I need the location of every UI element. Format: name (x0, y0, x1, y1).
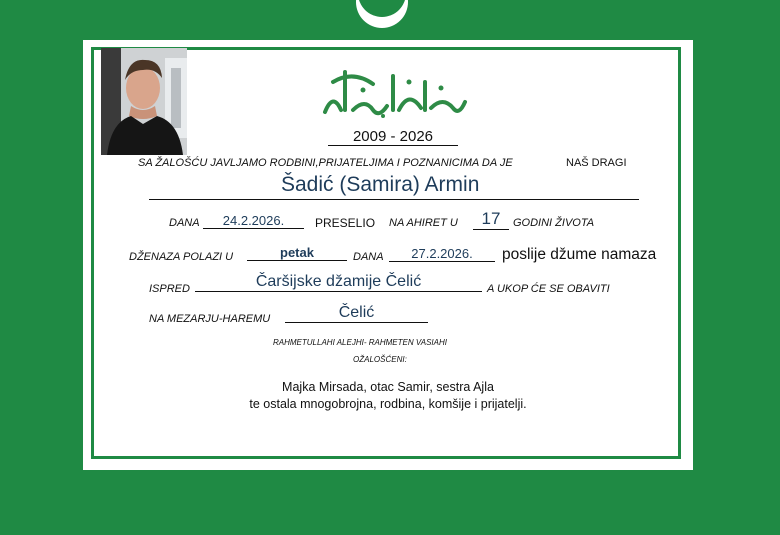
preselio-text: PRESELIO (315, 216, 376, 230)
nas-dragi-text: NAŠ DRAGI (566, 157, 627, 169)
funeral-date: 27.2.2026. (389, 246, 495, 262)
crescent-star-icon (352, 0, 412, 32)
deceased-photo (101, 48, 187, 155)
funeral-day: petak (247, 245, 347, 261)
rahmet-text: RAHMETULLAHI ALEJHI- RAHMETEN VASIAHI (273, 338, 447, 347)
polazi-label: DŽENAZA POLAZI U (129, 251, 234, 263)
ispred-label: ISPRED (149, 283, 190, 295)
godini-label: GODINI ŽIVOTA (513, 217, 595, 229)
intro-text: SA ŽALOŠĆU JAVLJAMO RODBINI,PRIJATELJIMA I POZNANICIMA DA JE (138, 157, 513, 169)
obituary-card (83, 40, 693, 470)
mosque-name: Čaršijske džamije Čelić (195, 273, 482, 292)
funeral-time-text: poslije džume namaza (502, 246, 657, 263)
funeral-dana-label: DANA (353, 251, 384, 263)
ahiret-label: NA AHIRET U (389, 217, 458, 229)
dana-label: DANA (169, 217, 200, 229)
life-years: 2009 - 2026 (328, 128, 458, 146)
cemetery-name: Čelić (285, 304, 428, 323)
arabic-calligraphy-icon (313, 62, 473, 118)
death-date: 24.2.2026. (203, 213, 304, 229)
deceased-name: Šadić (Samira) Armin (281, 173, 480, 196)
age-value: 17 (473, 209, 509, 230)
mezarje-label: NA MEZARJU-HAREMU (149, 313, 271, 325)
ukop-label: A UKOP ĆE SE OBAVITI (487, 283, 610, 295)
family-line-2: te ostala mnogobrojna, rodbina, komšije i prijatelji. (249, 397, 527, 411)
family-line-1: Majka Mirsada, otac Samir, sestra Ajla (282, 380, 494, 394)
ozaloceni-label: OŽALOŠĆENI: (353, 355, 407, 364)
name-underline (149, 199, 639, 200)
